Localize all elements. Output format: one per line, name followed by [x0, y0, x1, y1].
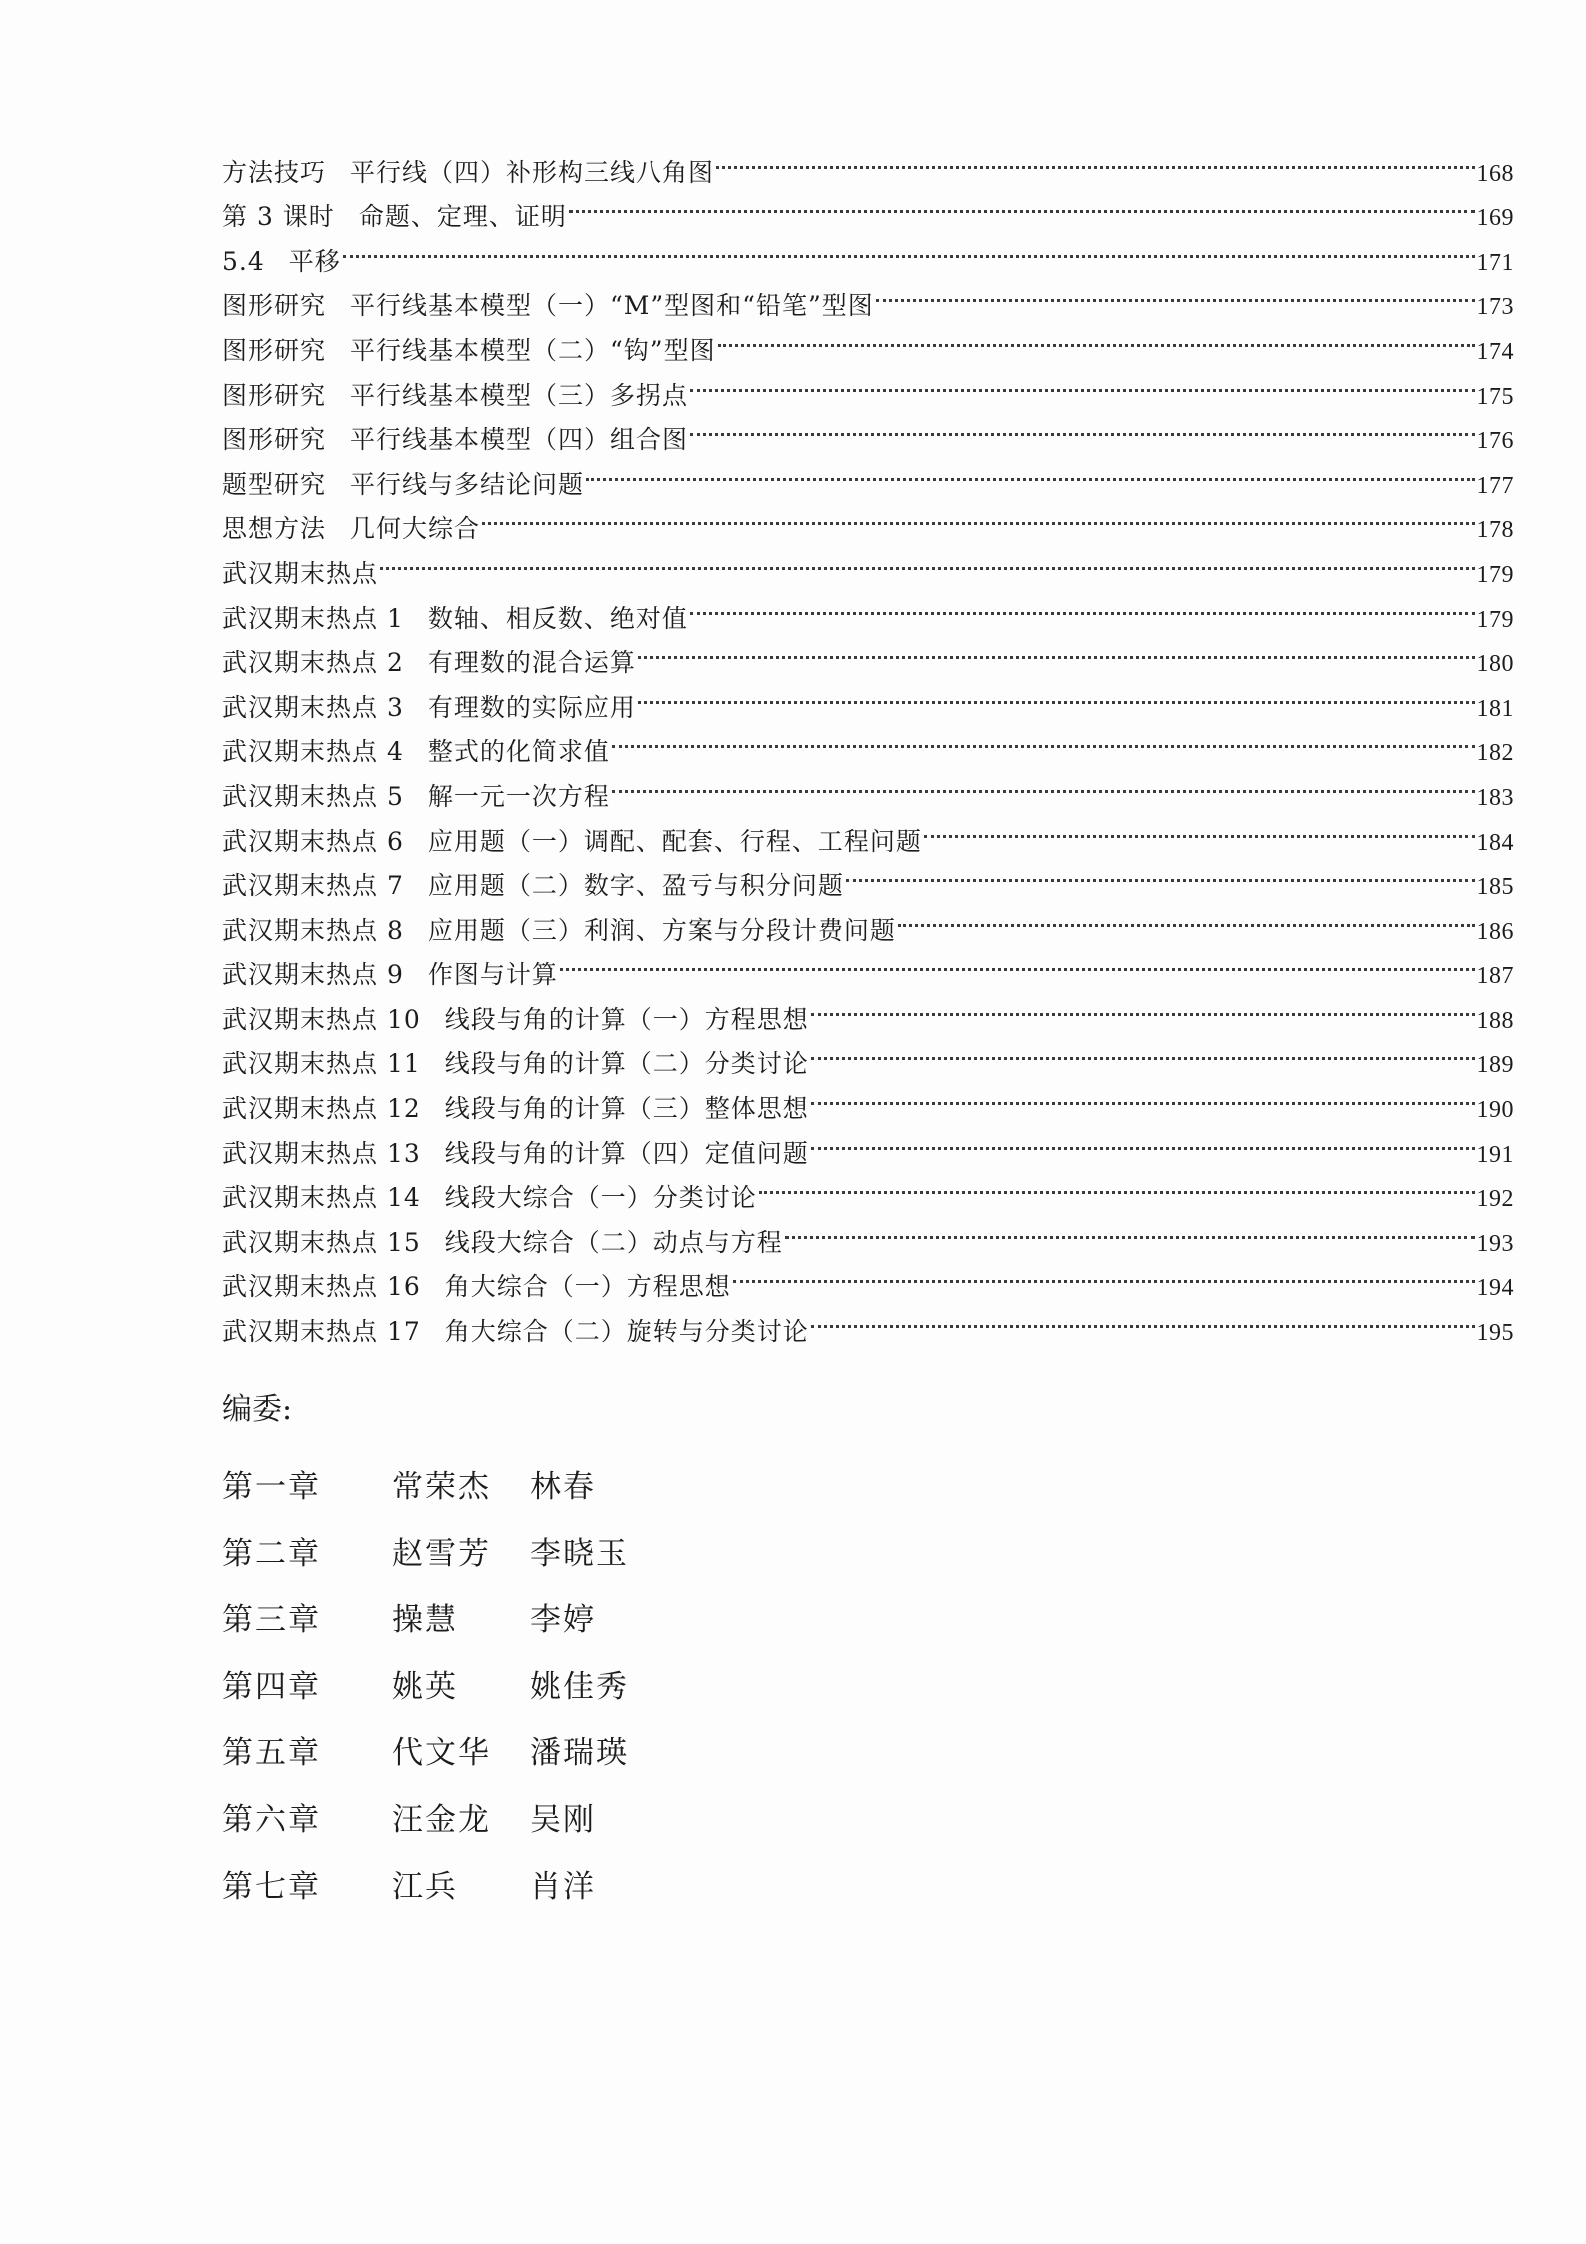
toc-entry-label: 武汉期末热点 6 [222, 826, 404, 856]
dot-leader [876, 270, 1475, 315]
toc-entry-title: 有理数的混合运算 [427, 648, 636, 678]
toc-entry-title: 命题、定理、证明 [358, 202, 567, 232]
toc-entry-label: 武汉期末热点 15 [222, 1227, 421, 1257]
toc-entry-page-number: 182 [1476, 740, 1514, 767]
toc-entry-title: 应用题（一）调配、配套、行程、工程问题 [427, 826, 922, 856]
dot-leader [612, 760, 1475, 805]
editor-name-secondary: 潘瑞瑛 [530, 1735, 629, 1772]
toc-entry-page-number: 184 [1476, 829, 1514, 856]
dot-leader [898, 894, 1475, 939]
editor-row [222, 1854, 922, 1921]
editor-name-secondary: 肖洋 [530, 1868, 596, 1905]
dot-leader [846, 850, 1475, 895]
toc-entry [222, 983, 1514, 1034]
dot-leader [690, 359, 1474, 404]
dot-leader [733, 1251, 1475, 1296]
editor-name-primary: 代文华 [392, 1735, 491, 1772]
toc-entry-page-number: 176 [1476, 428, 1514, 455]
toc-entry-page-number: 179 [1476, 561, 1514, 588]
editor-name-secondary: 李晓玉 [530, 1535, 629, 1572]
dot-leader [785, 1206, 1475, 1251]
toc-entry-title: 平行线基本模型（四）组合图 [350, 425, 689, 455]
toc-entry-page-number: 188 [1476, 1007, 1514, 1034]
toc-entry-label: 思想方法 [222, 514, 327, 544]
toc-entry-page-number: 180 [1476, 651, 1514, 678]
dot-leader [612, 716, 1475, 761]
toc-entry-title: 应用题（二）数字、盈亏与积分问题 [427, 871, 844, 901]
toc-entry-label: 武汉期末热点 14 [222, 1183, 421, 1213]
toc-entry-title: 线段大综合（二）动点与方程 [444, 1227, 783, 1257]
toc-entry [222, 716, 1514, 767]
toc-entry-page-number: 178 [1476, 517, 1514, 544]
editor-name-primary: 江兵 [392, 1868, 458, 1905]
dot-leader [638, 627, 1475, 672]
toc-entry-label: 图形研究 [222, 335, 327, 365]
toc-entry-title: 平移 [288, 246, 341, 276]
toc-entry-page-number: 190 [1476, 1097, 1514, 1124]
toc-entry-label: 武汉期末热点 16 [222, 1272, 421, 1302]
toc-entry-label: 武汉期末热点 11 [222, 1049, 421, 1079]
toc-entry-label: 武汉期末热点 2 [222, 648, 404, 678]
toc-entry [222, 850, 1514, 901]
toc-entry-title: 线段与角的计算（三）整体思想 [444, 1094, 809, 1124]
toc-entry-label: 武汉期末热点 7 [222, 871, 404, 901]
editor-chapter: 第二章 [222, 1535, 321, 1572]
toc-entry-title: 作图与计算 [427, 960, 558, 990]
toc-entry-label: 武汉期末热点 [222, 558, 379, 588]
toc-entry-label: 图形研究 [222, 425, 327, 455]
dot-leader [569, 181, 1475, 226]
dot-leader [638, 671, 1475, 716]
toc-entry-page-number: 169 [1476, 205, 1514, 232]
dot-leader [716, 136, 1474, 181]
toc-entry-title: 平行线基本模型（一）“M”型图和“铅笔”型图 [350, 291, 874, 321]
toc-entry [222, 582, 1514, 633]
toc-entry [222, 894, 1514, 945]
dot-leader [718, 314, 1475, 359]
toc-entry-page-number: 174 [1476, 338, 1514, 365]
toc-entry-label: 5.4 [222, 246, 265, 276]
toc-entry-title: 解一元一次方程 [427, 781, 610, 811]
editor-name-primary: 汪金龙 [392, 1801, 491, 1838]
toc-entry-page-number: 177 [1476, 472, 1514, 499]
toc-entry-title: 线段与角的计算（二）分类讨论 [444, 1049, 809, 1079]
dot-leader [811, 983, 1475, 1028]
toc-entry [222, 537, 1514, 588]
editor-name-primary: 姚英 [392, 1668, 458, 1705]
toc-entry [222, 136, 1514, 187]
editor-chapter: 第七章 [222, 1868, 321, 1905]
editor-row [222, 1720, 922, 1787]
toc-entry-label: 题型研究 [222, 469, 327, 499]
toc-entry-title: 几何大综合 [350, 514, 481, 544]
toc-entry-label: 图形研究 [222, 380, 327, 410]
dot-leader [343, 225, 1475, 270]
editor-name-primary: 常荣杰 [392, 1469, 491, 1505]
toc-entry-title: 平行线与多结论问题 [350, 469, 585, 499]
editor-chapter: 第一章 [222, 1469, 321, 1505]
editor-row [222, 1654, 922, 1721]
editors-heading: 编委: [222, 1392, 293, 1427]
editor-name-primary: 赵雪芳 [392, 1535, 491, 1572]
table-of-contents [222, 136, 1514, 1347]
toc-entry-title: 平行线基本模型（三）多拐点 [350, 380, 689, 410]
dot-leader [380, 537, 1474, 582]
toc-entry-page-number: 187 [1476, 963, 1514, 990]
toc-entry-page-number: 181 [1476, 695, 1514, 722]
toc-entry-page-number: 195 [1476, 1320, 1514, 1347]
toc-entry-title: 有理数的实际应用 [427, 692, 636, 722]
editor-chapter: 第五章 [222, 1735, 321, 1772]
toc-entry-page-number: 189 [1476, 1052, 1514, 1079]
toc-entry-title: 线段与角的计算（四）定值问题 [444, 1138, 809, 1168]
toc-entry-title: 线段与角的计算（一）方程思想 [444, 1004, 809, 1034]
dot-leader [690, 582, 1475, 627]
toc-entry-page-number: 185 [1476, 874, 1514, 901]
dot-leader [924, 805, 1475, 850]
toc-entry [222, 760, 1514, 811]
toc-entry [222, 270, 1514, 321]
toc-entry-label: 武汉期末热点 13 [222, 1138, 421, 1168]
dot-leader [560, 939, 1475, 984]
toc-entry-page-number: 192 [1476, 1186, 1514, 1213]
toc-entry-page-number: 183 [1476, 784, 1514, 811]
toc-entry-title: 角大综合（一）方程思想 [444, 1272, 731, 1302]
dot-leader [811, 1117, 1475, 1162]
editor-name-secondary: 林春 [530, 1469, 596, 1505]
toc-entry-page-number: 194 [1476, 1275, 1514, 1302]
dot-leader [811, 1028, 1475, 1073]
toc-entry-label: 第 3 课时 [222, 202, 335, 232]
toc-entry-page-number: 191 [1476, 1141, 1514, 1168]
toc-entry-label: 武汉期末热点 4 [222, 737, 404, 767]
toc-entry-label: 武汉期末热点 12 [222, 1094, 421, 1124]
dot-leader [482, 493, 1474, 538]
toc-entry-page-number: 175 [1476, 383, 1514, 410]
dot-leader [759, 1162, 1475, 1207]
editor-name-secondary: 姚佳秀 [530, 1668, 629, 1705]
toc-entry-title: 线段大综合（一）分类讨论 [444, 1183, 757, 1213]
toc-entry [222, 939, 1514, 990]
toc-entry-title: 整式的化简求值 [427, 737, 610, 767]
editor-row [222, 1587, 922, 1654]
editor-name-primary: 操慧 [392, 1602, 458, 1639]
editor-list [222, 1454, 922, 1920]
editor-chapter: 第四章 [222, 1668, 321, 1705]
toc-entry-label: 武汉期末热点 17 [222, 1317, 421, 1347]
toc-entry-title: 平行线基本模型（二）“钩”型图 [350, 335, 716, 365]
toc-entry-title: 应用题（三）利润、方案与分段计费问题 [427, 915, 896, 945]
toc-entry-page-number: 168 [1476, 160, 1514, 187]
dot-leader [811, 1295, 1475, 1340]
editorial-board [222, 1388, 922, 1920]
toc-entry-page-number: 173 [1476, 294, 1514, 321]
toc-entry-title: 角大综合（二）旋转与分类讨论 [444, 1317, 809, 1347]
editor-chapter: 第三章 [222, 1602, 321, 1639]
editor-row [222, 1521, 922, 1588]
toc-entry [222, 627, 1514, 678]
toc-entry [222, 671, 1514, 722]
dot-leader [690, 404, 1474, 449]
toc-entry-title: 平行线（四）补形构三线八角图 [350, 157, 715, 187]
editor-chapter: 第六章 [222, 1801, 321, 1838]
editor-name-secondary: 李婷 [530, 1602, 596, 1639]
dot-leader [811, 1072, 1475, 1117]
toc-entry-page-number: 193 [1476, 1230, 1514, 1257]
toc-entry-page-number: 179 [1476, 606, 1514, 633]
toc-entry-label: 方法技巧 [222, 157, 327, 187]
toc-entry-title: 数轴、相反数、绝对值 [427, 603, 688, 633]
editor-row [222, 1454, 922, 1521]
toc-entry-label: 武汉期末热点 8 [222, 915, 404, 945]
toc-entry-label: 武汉期末热点 10 [222, 1004, 421, 1034]
toc-entry-label: 武汉期末热点 1 [222, 603, 404, 633]
editor-name-secondary: 吴刚 [530, 1801, 596, 1838]
toc-entry [222, 805, 1514, 856]
toc-entry-label: 图形研究 [222, 291, 327, 321]
toc-entry-page-number: 171 [1476, 249, 1514, 276]
dot-leader [586, 448, 1474, 493]
toc-entry-label: 武汉期末热点 3 [222, 692, 404, 722]
toc-entry-page-number: 186 [1476, 918, 1514, 945]
editor-row [222, 1787, 922, 1854]
toc-entry [222, 225, 1514, 276]
toc-entry-label: 武汉期末热点 5 [222, 781, 404, 811]
toc-entry-label: 武汉期末热点 9 [222, 960, 404, 990]
